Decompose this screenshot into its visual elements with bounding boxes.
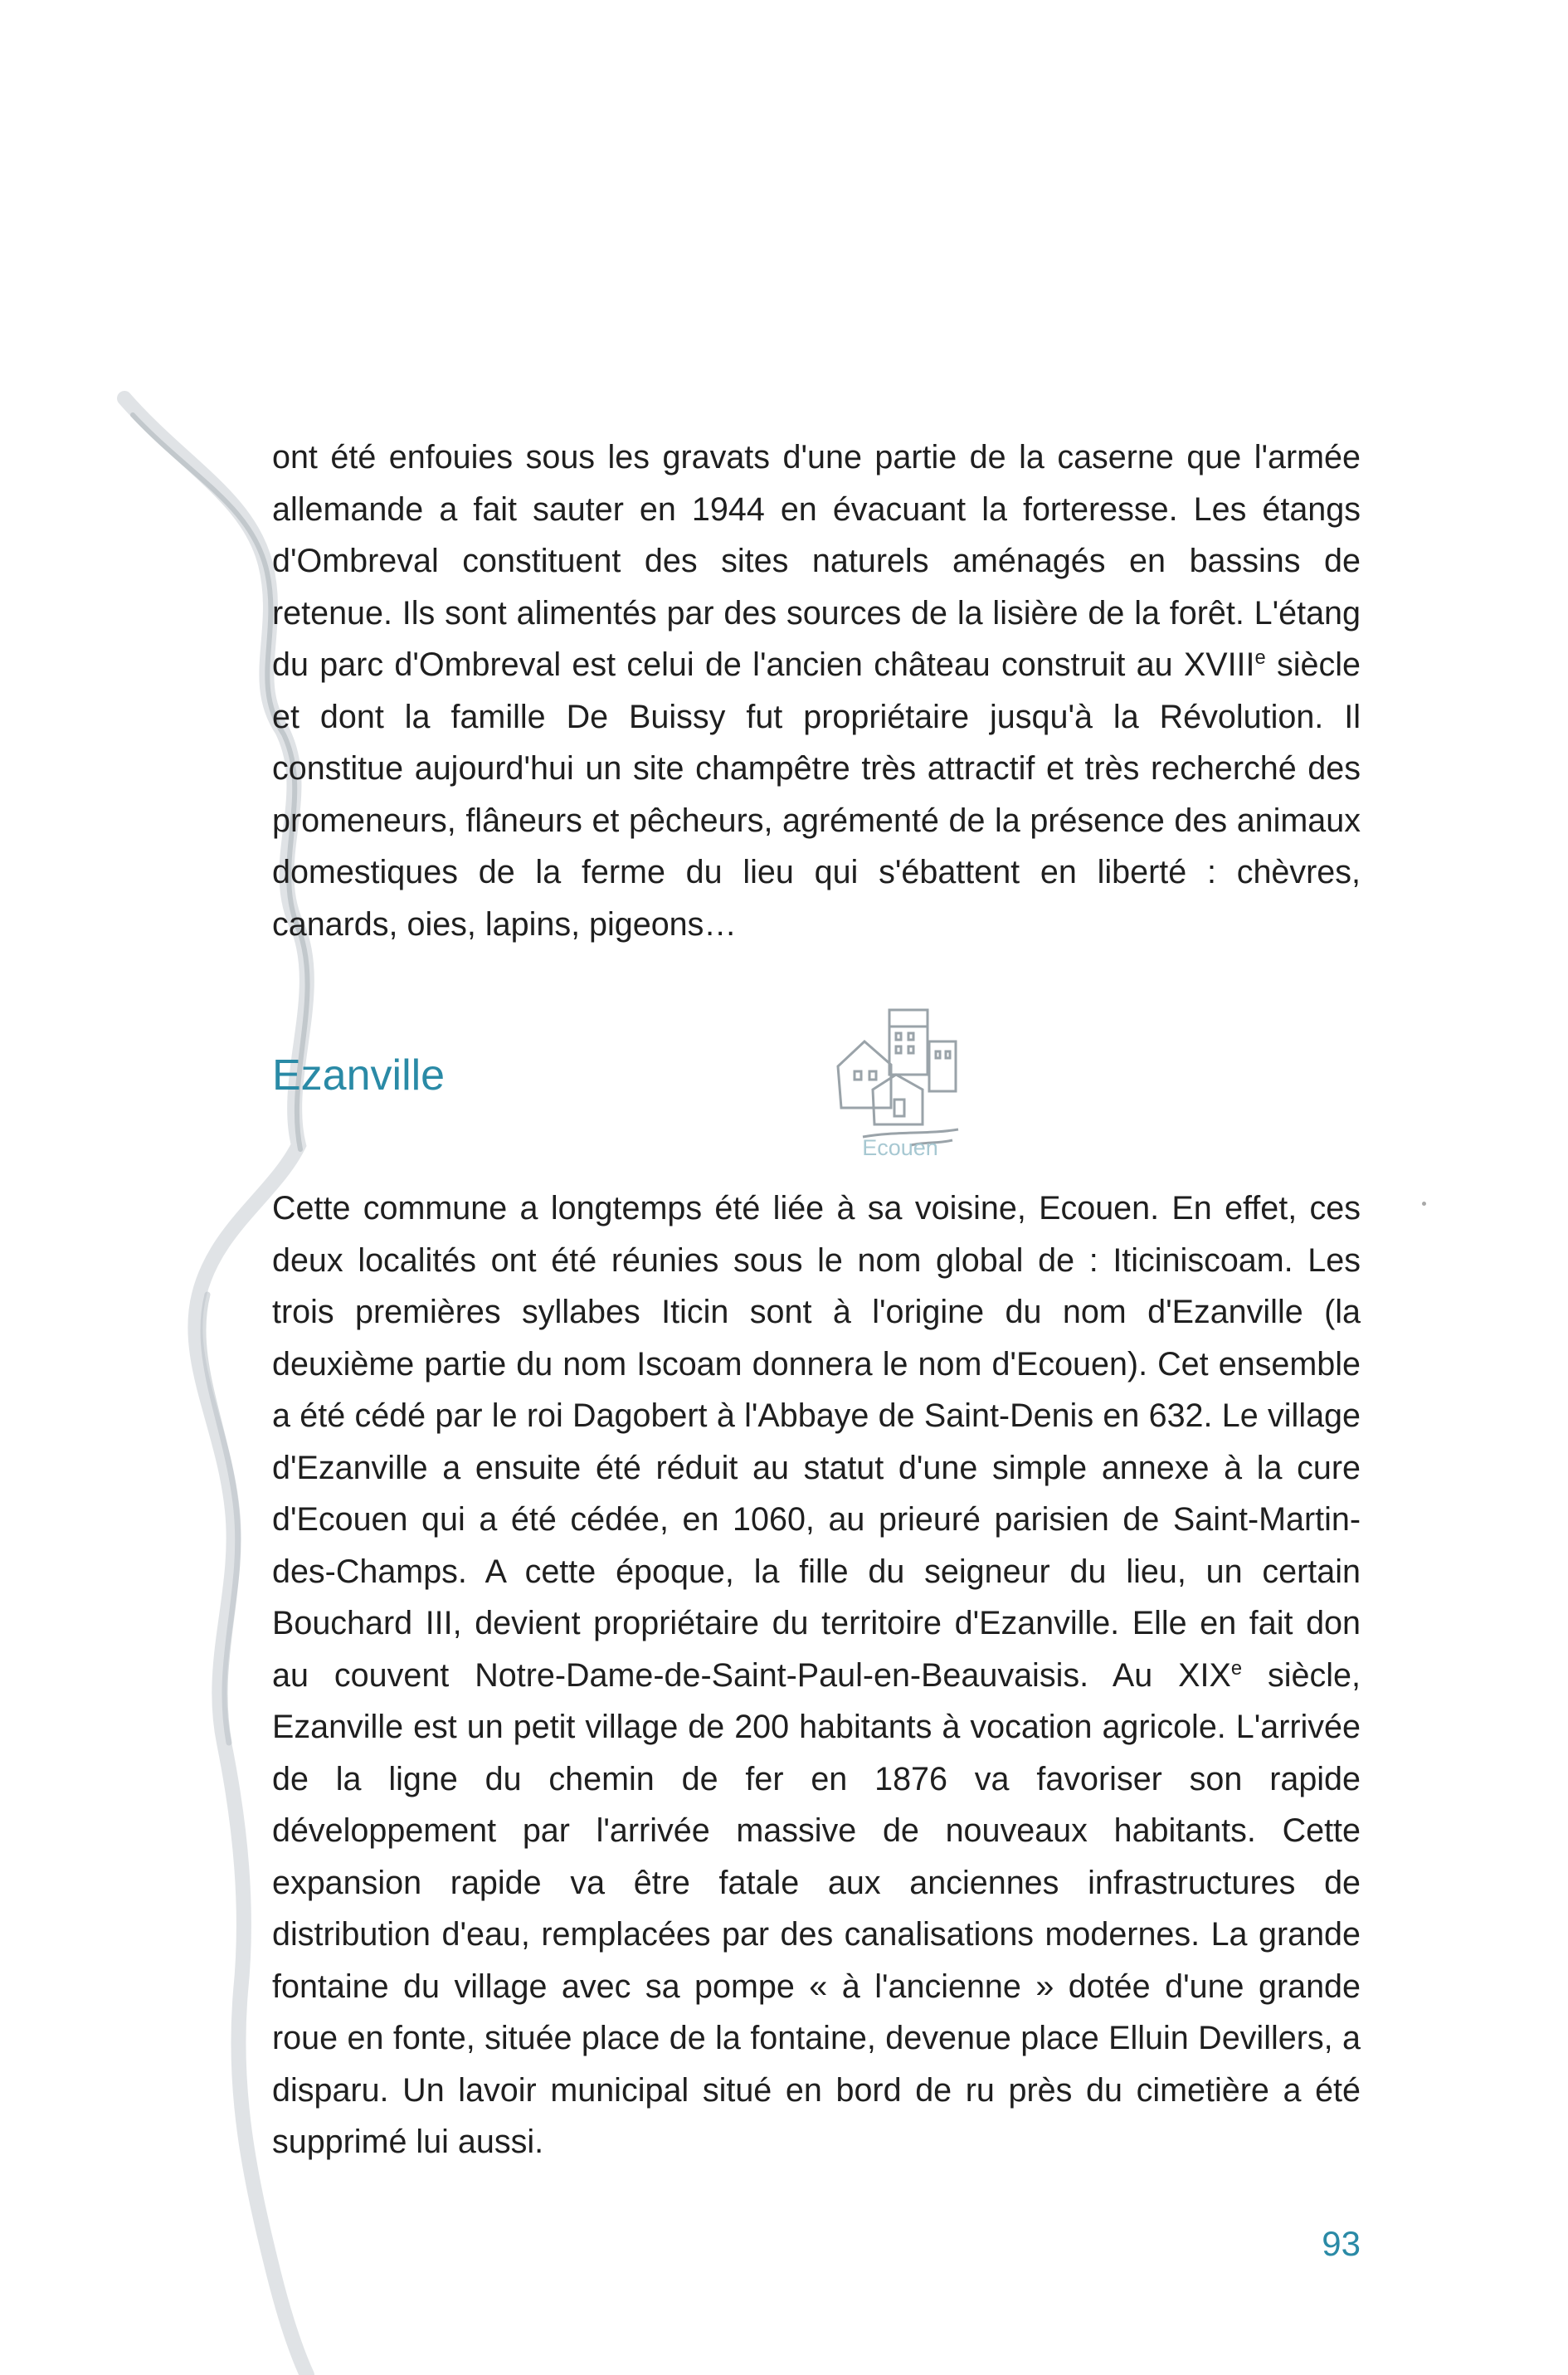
superscript: e [1254,646,1266,669]
page-number: 93 [1322,2224,1361,2263]
paragraph-text: siècle, Ezanville est un petit village de 200 habitants à vocation agricole. L'arrivée de la ligne du chemin de fer en 1876 va favoriser son rapide développement par l'arrivée massive de nouveaux habitants. Cette expansion rapide va être fatale aux anciennes infrastructures de distribution d'eau, remplacées par des canalisations modernes. La grande fontaine du village avec sa pompe « à l'ancienne » dotée d'une grande roue en fonte, située place de la fontaine, devenue place Elluin Devillers, a disparu. Un lavoir municipal situé en bord de ru près du cimetière a été supprimé lui aussi. [272,1656,1361,2160]
body-paragraph-ombreval [272,432,1361,950]
emblem-label: Ecouen [862,1135,938,1160]
section-title: Ezanville [272,1051,446,1100]
superscript: e [1230,1657,1243,1680]
paragraph-text: siècle et dont la famille De Buissy fut propriétaire jusqu'à la Révolution. Il constitue aujourd'hui un site champêtre très attractif et très recherché des promeneurs, flâneurs et pêcheurs, agrémenté de la présence des animaux domestiques de la ferme du lieu qui s'ébattent en liberté : chèvres, canards, oies, lapins, pigeons… [272,646,1361,943]
paragraph-text: Cette commune a longtemps été liée à sa voisine, Ecouen. En effet, ces deux localités ont été réunies sous le nom global de : Iticiniscoam. Les trois premières syllabes Iticin sont à l'origine du nom d'Ezanville (la deuxième partie du nom Iscoam donnera le nom d'Ecouen). Cet ensemble a été cédé par le roi Dagobert à l'Abbaye de Saint-Denis en 632. Le village d'Ezanville a ensuite été réduit au statut d'une simple annexe à la cure d'Ecouen qui a été cédée, en 1060, au prieuré parisien de Saint-Martin-des-Champs. A cette époque, la fille du seigneur du lieu, un certain Bouchard III, devient propriétaire du territoire d'Ezanville. Elle en fait don au couvent Notre-Dame-de-Saint-Paul-en-Beauvaisis. Au XIX [272,1190,1361,1694]
speck-mark [1422,1202,1426,1206]
body-paragraph-ezanville [272,1183,1361,2168]
paragraph-text: ont été enfouies sous les gravats d'une partie de la caserne que l'armée allemande a fait sauter en 1944 en évacuant la forteresse. Les étangs d'Ombreval constituent des sites naturels aménagés en bassins de retenue. Ils sont alimentés par des sources de la lisière de la forêt. L'étang du parc d'Ombreval est celui de l'ancien château construit au XVIII [272,439,1361,683]
